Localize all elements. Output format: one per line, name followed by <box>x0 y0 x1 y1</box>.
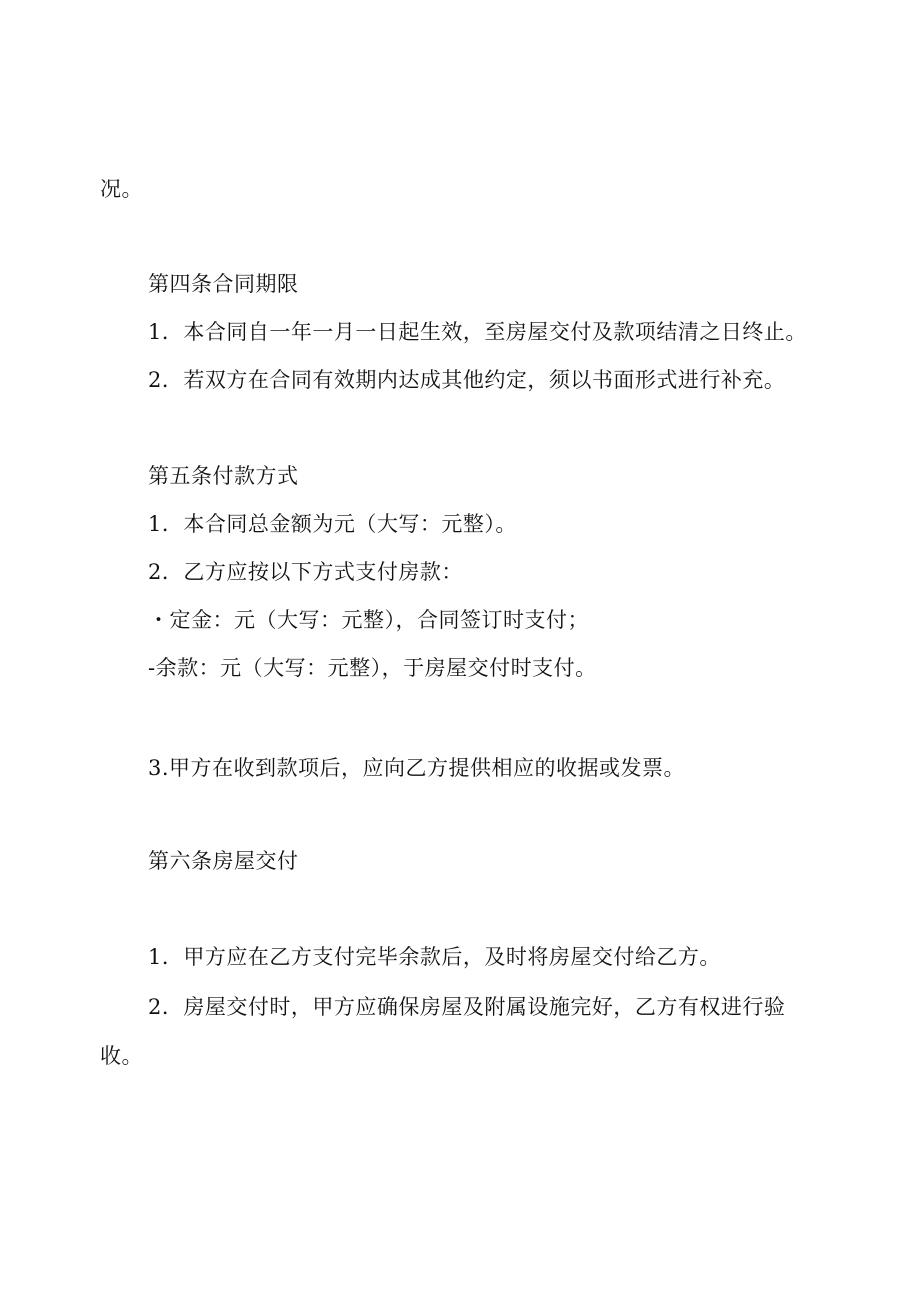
continuation-text: 况。 <box>100 177 143 201</box>
article5-deposit-line: ・定金：元（大写：元整），合同签订时支付； <box>148 608 589 632</box>
article4-item-1: 1．本合同自一年一月一日起生效，至房屋交付及款项结清之日终止。 <box>148 320 807 344</box>
article4-heading: 第四条合同期限 <box>148 272 299 296</box>
article5-item-2: 2．乙方应按以下方式支付房款： <box>148 560 463 584</box>
article4-item-2: 2．若双方在合同有效期内达成其他约定，须以书面形式进行补充。 <box>148 368 786 392</box>
article6-item-2: 2．房屋交付时，甲方应确保房屋及附属设施完好，乙方有权进行验 <box>148 995 786 1019</box>
article5-balance-line: -余款：元（大写：元整），于房屋交付时支付。 <box>148 656 597 680</box>
article6-item-2-continuation: 收。 <box>100 1044 143 1068</box>
article6-heading: 第六条房屋交付 <box>148 849 299 873</box>
article6-item-1: 1．甲方应在乙方支付完毕余款后，及时将房屋交付给乙方。 <box>148 945 721 969</box>
article5-heading: 第五条付款方式 <box>148 464 299 488</box>
article5-item-1: 1．本合同总金额为元（大写：元整）。 <box>148 512 517 536</box>
article5-item-3: 3.甲方在收到款项后，应向乙方提供相应的收据或发票。 <box>148 756 686 780</box>
